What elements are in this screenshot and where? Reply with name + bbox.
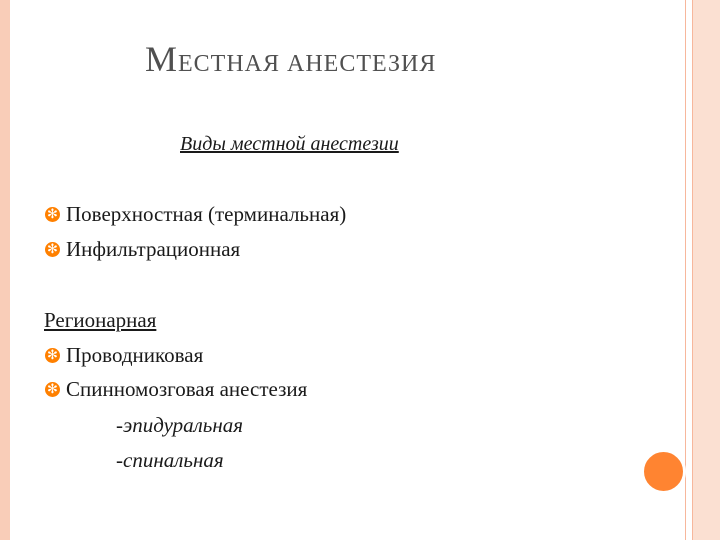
sub-list-item: -эпидуральная (116, 413, 244, 437)
gear-bullet-icon: ✻ (45, 348, 60, 363)
slide-subtitle: Виды местной анестезии (180, 133, 399, 155)
right-border-line (685, 0, 686, 540)
list-item: Поверхностная (терминальная) (66, 202, 347, 226)
decorative-orange-circle (641, 449, 686, 494)
gear-bullet-icon: ✻ (45, 382, 60, 397)
list-item: Проводниковая (66, 343, 204, 367)
slide-title (145, 38, 436, 80)
gear-bullet-icon: ✻ (45, 242, 60, 257)
list-item: Инфильтрационная (66, 237, 241, 261)
right-border-band (693, 0, 720, 540)
gear-bullet-icon: ✻ (45, 207, 60, 222)
regional-heading: Регионарная (44, 308, 157, 332)
title-rest: ЕСТНАЯ АНЕСТЕЗИЯ (178, 51, 437, 77)
sub-list-item: -спинальная (116, 448, 224, 472)
list-item: Спинномозговая анестезия (66, 377, 308, 401)
left-border-stripe (0, 0, 10, 540)
title-initial: М (145, 39, 179, 79)
